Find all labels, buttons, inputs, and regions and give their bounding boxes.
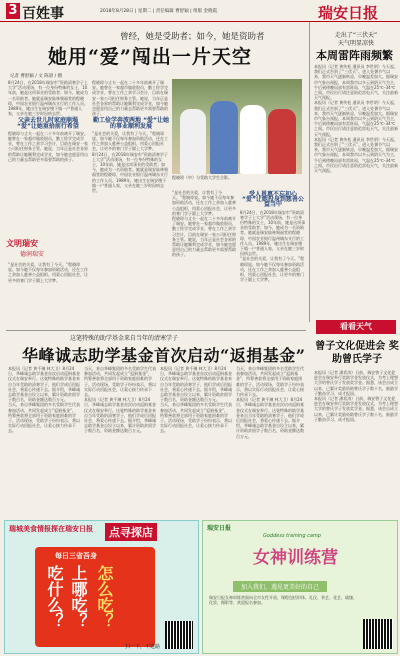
story2-paragraph: 当天，来自华峰集团的多名受助学生代表参加活动，共同发起成立“返捐基金”，所筹善款将全部用于资助家庭困难的学子。活动现场，受助学子纷纷表示，将以实际行动回报社会，让爱心接力传承下去。 bbox=[160, 402, 232, 434]
wenming-line-1: 文明瑞安 bbox=[6, 239, 38, 248]
story2-paragraph: 本报讯（记者 黄千琳 林大卫）8月24日，华峰诚志助学基金首次启动返捐基金仪式在瑞安举行。这笔特殊的助学基金来自当年受助的清寒学子，他们学成后回报社会，将爱心传递下去。据介绍，华峰诚志助学基金自设立以来，累计资助贫困学子数百名，资助金额达数百万元。 bbox=[236, 397, 304, 439]
food-ad-big-text-1: 吃什么？ bbox=[45, 565, 64, 629]
divider bbox=[6, 330, 306, 331]
weather-kicker: 走出了“三伏天” bbox=[334, 32, 378, 39]
masthead-logo: 瑞安日报 bbox=[318, 4, 379, 22]
section-title: 百姓事 bbox=[22, 6, 64, 22]
story2-column-2 bbox=[84, 366, 156, 516]
sidebar2-paragraph: 本报讯（记者 潘希涛）日前，瑞安曾子文化促进会在瑞安举行奖助学金发放仪式，为考上理想大学的曾氏学子发放奖学金。据悉，该会自成立以来，已累计奖励资助曾氏学子数十名，鼓励学子勤奋学习、成才报国。 bbox=[314, 370, 398, 396]
food-ad-big-text-3: 怎么吃？ bbox=[95, 565, 114, 629]
goddess-ad[interactable] bbox=[202, 520, 398, 654]
story-subhead: 勤工俭学奔波两地 “爱”让她的事业顺利发展 bbox=[93, 117, 169, 130]
story-kicker: 曾经，她是受助者；如今，她是资助者 bbox=[120, 32, 265, 42]
weather-headline[interactable]: 本周雷阵雨频繁 bbox=[316, 49, 393, 62]
weather-text bbox=[314, 64, 398, 316]
story2-headline[interactable]: 华峰诚志助学基金首次启动“返捐基金” bbox=[22, 346, 306, 365]
story-column-2 bbox=[92, 80, 170, 320]
story-paragraph: 程晓琼与丈夫一起在二十多年前离开了瑞安。她曾在一家超市做收银员，勤工俭学完成学业，曾在工作之余学习会计，目前在瑞安一家公司担任财务主管。她说，当年正是社会各界的帮助让她顺利完成学业，如今她也愿意用自己的力量去帮助更多需要帮助的孩子。 bbox=[8, 130, 88, 162]
weather-button[interactable]: 看看天气 bbox=[316, 320, 396, 334]
wenming-logo bbox=[6, 238, 58, 258]
story-column-1b bbox=[8, 262, 88, 324]
story-paragraph: “是社会的关爱，让我有了今天。”程晓琼说。如今她不仅每年参加资助活动，还在工作之余加入慈善公益组织，用爱心回报社会，让更多的寒门学子圆上大学梦。 bbox=[172, 190, 236, 216]
goddess-ad-cta[interactable]: 加入我们，遇见更美好的自己 bbox=[233, 581, 327, 592]
story-column-1 bbox=[8, 80, 88, 232]
story-subhead: 受人恩惠不忘初心 “爱”让她投身到慈善公益当中 bbox=[242, 191, 304, 209]
story-subhead: 父亲去世儿时家庭崩塌 “爱”让她重拾前行希望 bbox=[17, 117, 79, 130]
story2-paragraph: 当天，来自华峰集团的多名受助学生代表参加活动，共同发起成立“返捐基金”，所筹善款将全部用于资助家庭困难的学子。活动现场，受助学子纷纷表示，将以实际行动回报社会，让爱心接力传承下去。 bbox=[8, 402, 80, 434]
food-ad-title: 瑞城美食情报探在瑞安日报 bbox=[9, 525, 93, 533]
story-headline[interactable]: 她用“爱”闯出一片天空 bbox=[48, 46, 252, 68]
story2-kicker: 这笔特殊的助学基金来自当年的清寒学子 bbox=[70, 335, 179, 342]
wenming-line-2: 德润瑞安 bbox=[20, 251, 45, 258]
weather-kicker-2: 天气明显凉快 bbox=[337, 40, 374, 47]
story-byline: 记者 曹舒颖 / 文 陈晨 / 摄 bbox=[10, 74, 63, 79]
story-column-4 bbox=[240, 190, 306, 325]
story2-column-3 bbox=[160, 366, 232, 516]
sidebar2-headline[interactable]: 曾子文化促进会 奖助曾氏学子 bbox=[315, 341, 399, 365]
story-paragraph: 8月24日，在2018年瑞安市“资助清寒学子上大学”活动现场，有一位身份特殊的女士，10年前，她是这项事业的受助者；如今，她成为一名资助者。她就是瑞安陆林聚福堂的程晓琼，中国农业银行温州城东支行的工作人员。1989年，她出生在瑞安塘下镇一户普通人家，父亲在她三岁时因病去世。 bbox=[92, 151, 168, 194]
story-paragraph: 8月24日，在2018年瑞安市“资助清寒学子上大学”活动现场，有一位身份特殊的女士，10年前，她是这项事业的受助者；如今，她成为一名资助者。她就是瑞安陆林聚福堂的程晓琼，中国农业银行温州城东支行的工作人员。1989年，她出生在瑞安塘下镇一户普通人家，父亲在她三岁时因病去世。 bbox=[8, 80, 88, 117]
story-paragraph: 程晓琼与丈夫一起在二十多年前离开了瑞安。她曾在一家超市做收银员，勤工俭学完成学业，曾在工作之余学习会计，目前在瑞安一家公司担任财务主管。她说，当年正是社会各界的帮助让她顺利完成学业，如今她也愿意用自己的力量去帮助更多需要帮助的孩子。 bbox=[92, 80, 168, 117]
story2-paragraph: 本报讯（记者 黄千琳 林大卫）8月24日，华峰诚志助学基金首次启动返捐基金仪式在瑞安举行。这笔特殊的助学基金来自当年受助的清寒学子，他们学成后回报社会，将爱心传递下去。据介绍，华峰诚志助学基金自设立以来，累计资助贫困学子数百名，资助金额达数百万元。 bbox=[160, 366, 232, 403]
food-ad[interactable] bbox=[4, 520, 199, 654]
story2-column-1 bbox=[8, 366, 80, 516]
header-meta: 2018年8月28日 | 星期二 | 责任编辑 曹舒颖 | 组版 金晓霞 bbox=[100, 9, 218, 14]
story-paragraph: “是社会的关爱，让我有了今天。”程晓琼说。如今她不仅每年参加资助活动，还在工作之余加入慈善公益组织，用爱心回报社会，让更多的寒门学子圆上大学梦。 bbox=[8, 262, 88, 283]
story2-paragraph: 当天，来自华峰集团的多名受助学生代表参加活动，共同发起成立“返捐基金”，所筹善款将全部用于资助家庭困难的学子。活动现场，受助学子纷纷表示，将以实际行动回报社会，让爱心接力传承下去。 bbox=[236, 366, 304, 398]
story-paragraph: 8月24日，在2018年瑞安市“资助清寒学子上大学”活动现场，有一位身份特殊的女士，10年前，她是这项事业的受助者；如今，她成为一名资助者。她就是瑞安陆林聚福堂的程晓琼，中国农业银行温州城东支行的工作人员。1989年，她出生在瑞安塘下镇一户普通人家，父亲在她三岁时因病去世。 bbox=[240, 209, 306, 257]
weather-paragraph: 本报讯（记者 黄传松 通讯员 李世明）今天起，我们正式告别了“三伏天”。进入处暑节气以来，我市天气逐渐转凉，早晚温差加大。据瑞安市气象台预报，本周我市以多云到阴天气为主，午后到傍晚局部有雷阵雨，气温在25℃–34℃之间。市民出行请注意防范雷电天气，关注最新天气预报。 bbox=[314, 64, 398, 101]
story-paragraph: “是社会的关爱，让我有了今天。”程晓琼说。如今她不仅每年参加资助活动，还在工作之余加入慈善公益组织，用爱心回报社会，让更多的寒门学子圆上大学梦。 bbox=[240, 256, 305, 283]
story2-column-4 bbox=[236, 366, 306, 516]
goddess-ad-subtitle: Goddess training camp bbox=[263, 533, 321, 539]
story2-paragraph: 当天，来自华峰集团的多名受助学生代表参加活动，共同发起成立“返捐基金”，所筹善款将全部用于资助家庭困难的学子。活动现场，受助学子纷纷表示，将以实际行动回报社会，让爱心接力传承下去。 bbox=[84, 366, 156, 398]
goddess-ad-title: 女神训练营 bbox=[253, 548, 338, 568]
section-number: 3 bbox=[6, 3, 20, 19]
sidebar2-text bbox=[314, 370, 398, 516]
food-ad-footer: 扫一下，不迷路 bbox=[125, 644, 161, 650]
qr-code-icon[interactable] bbox=[363, 619, 393, 649]
story-paragraph: 程晓琼与丈夫一起在二十多年前离开了瑞安。她曾在一家超市做收银员，勤工俭学完成学业，曾在工作之余学习会计，目前在瑞安一家公司担任财务主管。她说，当年正是社会各界的帮助让她顺利完成学业，如今她也愿意用自己的力量去帮助更多需要帮助的孩子。 bbox=[172, 216, 236, 258]
weather-paragraph: 本报讯（记者 黄传松 通讯员 李世明）今天起，我们正式告别了“三伏天”。进入处暑节气以来，我市天气逐渐转凉，早晚温差加大。据瑞安市气象台预报，本周我市以多云到阴天气为主，午后到傍晚局部有雷阵雨，气温在25℃–34℃之间。市民出行请注意防范雷电天气，关注最新天气预报。 bbox=[314, 100, 398, 137]
qr-code-icon[interactable] bbox=[165, 621, 193, 649]
food-ad-big-text-2: 上哪吃？ bbox=[69, 565, 88, 629]
photo-caption: 程晓琼（中）与受助大学生合影。 bbox=[172, 175, 232, 180]
story-paragraph: “是社会的关爱，让我有了今天。”程晓琼说。如今她不仅每年参加资助活动，还在工作之余加入慈善公益组织，用爱心回报社会，让更多的寒门学子圆上大学梦。 bbox=[92, 130, 168, 152]
food-ad-slogan: 每日三省吾身 bbox=[55, 552, 97, 560]
story-column-3 bbox=[172, 190, 236, 325]
weather-paragraph: 本报讯（记者 黄传松 通讯员 李世明）今天起，我们正式告别了“三伏天”。进入处暑节气以来，我市天气逐渐转凉，早晚温差加大。据瑞安市气象台预报，本周我市以多云到阴天气为主，午后到傍晚局部有雷阵雨，气温在25℃–34℃之间。市民出行请注意防范雷电天气，关注最新天气预报。 bbox=[314, 136, 398, 174]
sidebar2-paragraph: 本报讯（记者 潘希涛）日前，瑞安曾子文化促进会在瑞安举行奖助学金发放仪式，为考上理想大学的曾氏学子发放奖学金。据悉，该会自成立以来，已累计奖励资助曾氏学子数十名，鼓励学子勤奋学习、成才报国。 bbox=[314, 396, 398, 422]
food-ad-brand: 点寻探店 bbox=[105, 523, 157, 541]
goddess-ad-brand: 瑞安日报 bbox=[207, 525, 232, 532]
story2-paragraph: 本报讯（记者 黄千琳 林大卫）8月24日，华峰诚志助学基金首次启动返捐基金仪式在瑞安举行。这笔特殊的助学基金来自当年受助的清寒学子，他们学成后回报社会，将爱心传递下去。据介绍，华峰诚志助学基金自设立以来，累计资助贫困学子数百名，资助金额达数百万元。 bbox=[8, 366, 80, 403]
story2-paragraph: 本报讯（记者 黄千琳 林大卫）8月24日，华峰诚志助学基金首次启动返捐基金仪式在瑞安举行。这笔特殊的助学基金来自当年受助的清寒学子，他们学成后回报社会，将爱心传递下去。据介绍，华峰诚志助学基金自设立以来，累计资助贫困学子数百名，资助金额达数百万元。 bbox=[84, 397, 156, 434]
story-photo[interactable] bbox=[172, 79, 302, 174]
goddess-ad-text: 瑞安日报女神训练营面向全市女性开放，课程包括形体、礼仪、茶艺、花艺、瑜伽、化妆、摄影等，欢迎报名参加。 bbox=[209, 595, 357, 606]
